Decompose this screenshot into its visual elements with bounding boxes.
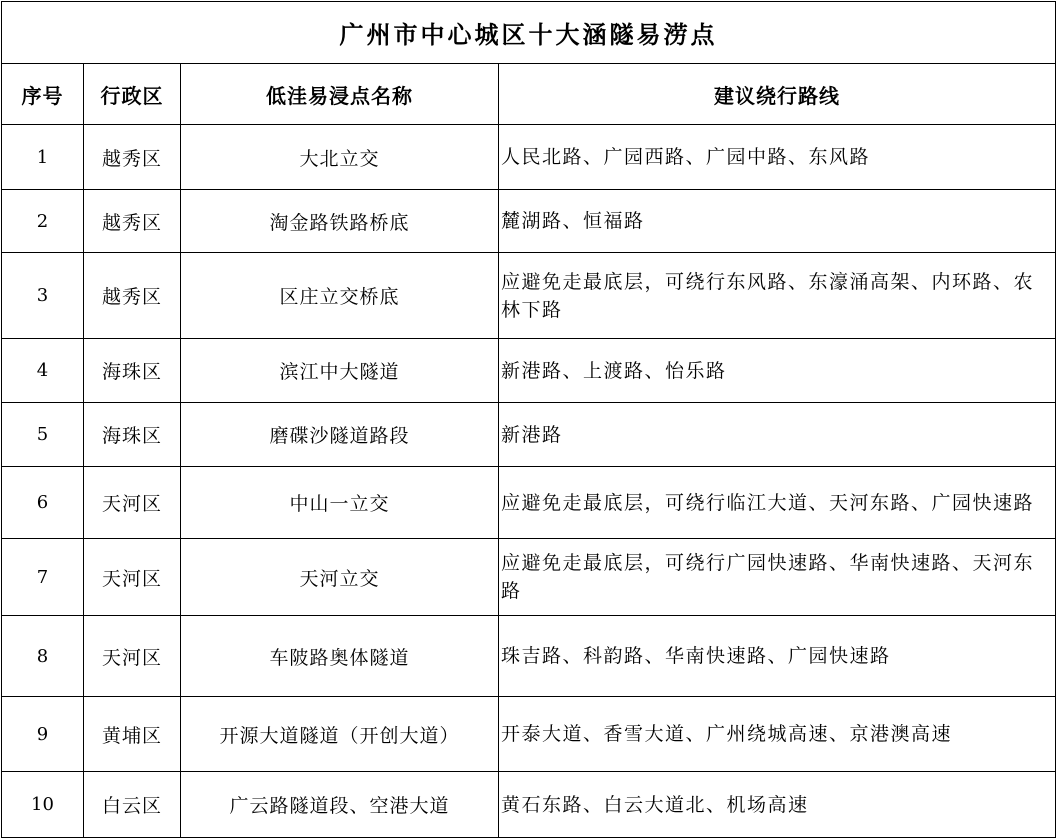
row-point: 广云路隧道段、空港大道 (181, 772, 499, 838)
row-detour: 珠吉路、科韵路、华南快速路、广园快速路 (499, 616, 1056, 697)
row-seq: 10 (2, 772, 84, 838)
row-seq: 8 (2, 616, 84, 697)
row-district: 越秀区 (84, 253, 181, 339)
header-seq: 序号 (2, 64, 84, 125)
row-detour: 人民北路、广园西路、广园中路、东风路 (499, 125, 1056, 190)
header-detour: 建议绕行路线 (499, 64, 1056, 125)
table-row (2, 772, 1056, 838)
table-row (2, 253, 1056, 339)
row-district: 黄埔区 (84, 697, 181, 772)
row-point: 中山一立交 (181, 467, 499, 539)
header-point-name: 低洼易浸点名称 (181, 64, 499, 125)
table-row (2, 697, 1056, 772)
row-point: 车陂路奥体隧道 (181, 616, 499, 697)
row-point: 开源大道隧道（开创大道） (181, 697, 499, 772)
table-row (2, 125, 1056, 190)
row-seq: 2 (2, 190, 84, 253)
row-district: 天河区 (84, 616, 181, 697)
row-detour: 开泰大道、香雪大道、广州绕城高速、京港澳高速 (499, 697, 1056, 772)
row-detour: 新港路 (499, 403, 1056, 467)
row-point: 大北立交 (181, 125, 499, 190)
table-row (2, 339, 1056, 403)
row-district: 海珠区 (84, 403, 181, 467)
header-district: 行政区 (84, 64, 181, 125)
row-district: 天河区 (84, 539, 181, 616)
row-district: 越秀区 (84, 190, 181, 253)
flood-points-table (1, 1, 1056, 838)
row-point: 天河立交 (181, 539, 499, 616)
title-row (2, 2, 1056, 64)
table-title: 广州市中心城区十大涵隧易涝点 (2, 2, 1056, 64)
row-district: 越秀区 (84, 125, 181, 190)
row-district: 天河区 (84, 467, 181, 539)
row-point: 滨江中大隧道 (181, 339, 499, 403)
table-row (2, 467, 1056, 539)
row-seq: 3 (2, 253, 84, 339)
table-row (2, 190, 1056, 253)
row-point: 磨碟沙隧道路段 (181, 403, 499, 467)
row-point: 区庄立交桥底 (181, 253, 499, 339)
row-seq: 6 (2, 467, 84, 539)
row-district: 白云区 (84, 772, 181, 838)
row-seq: 4 (2, 339, 84, 403)
row-detour: 应避免走最底层，可绕行广园快速路、华南快速路、天河东路 (499, 539, 1056, 616)
row-detour: 应避免走最底层，可绕行临江大道、天河东路、广园快速路 (499, 467, 1056, 539)
row-point: 淘金路铁路桥底 (181, 190, 499, 253)
row-detour: 黄石东路、白云大道北、机场高速 (499, 772, 1056, 838)
table-row (2, 616, 1056, 697)
row-seq: 7 (2, 539, 84, 616)
table-row (2, 403, 1056, 467)
row-detour: 麓湖路、恒福路 (499, 190, 1056, 253)
row-district: 海珠区 (84, 339, 181, 403)
row-detour: 应避免走最底层，可绕行东风路、东濠涌高架、内环路、农林下路 (499, 253, 1056, 339)
header-row (2, 64, 1056, 125)
row-detour: 新港路、上渡路、怡乐路 (499, 339, 1056, 403)
row-seq: 5 (2, 403, 84, 467)
row-seq: 1 (2, 125, 84, 190)
row-seq: 9 (2, 697, 84, 772)
table-row (2, 539, 1056, 616)
